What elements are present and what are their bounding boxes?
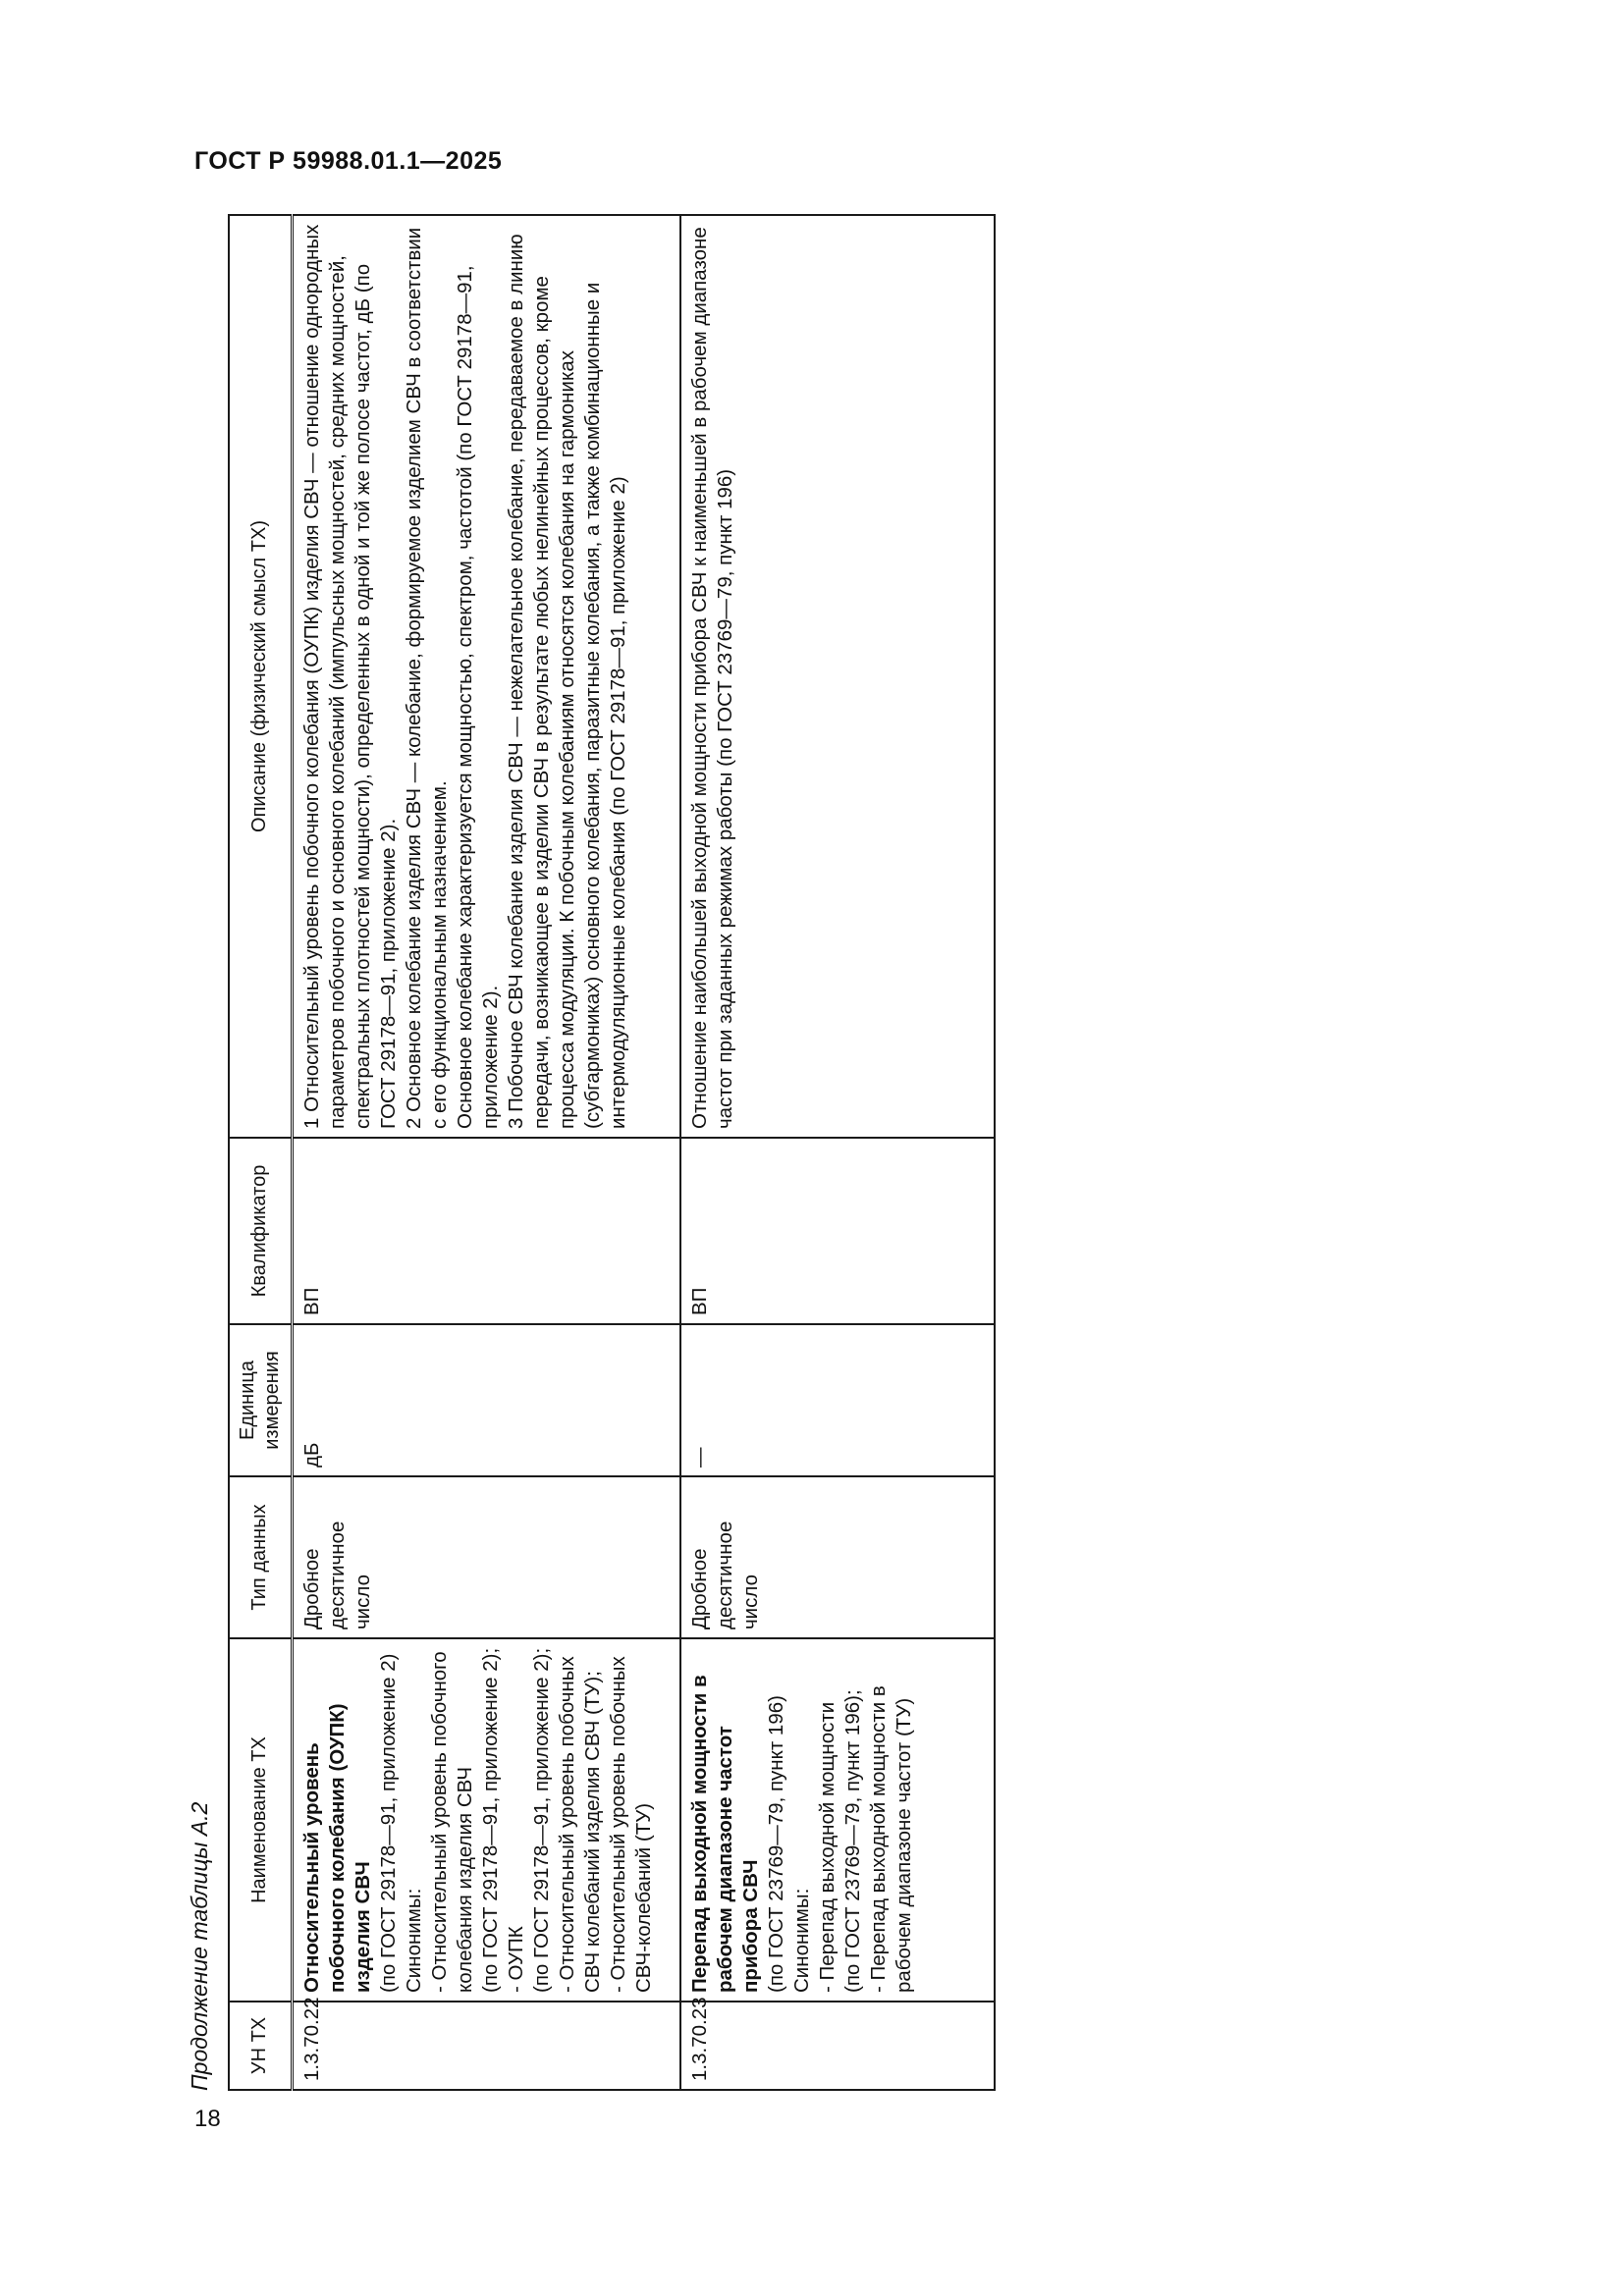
term-line: Синонимы:: [789, 1888, 813, 1993]
cell-type: Дробное десятичное число: [680, 1476, 995, 1638]
term-line: - Перепад выходной мощности в рабочем диапазоне частот (ТУ): [866, 1685, 915, 1993]
cell-name: [680, 1638, 995, 2002]
term-line: (по ГОСТ 29178—91, приложение 2);: [479, 1647, 503, 1993]
term-line: (по ГОСТ 29178—91, приложение 2): [377, 1653, 401, 1993]
description-paragraph: 1 Относительный уровень побочного колебания (ОУПК) изделия СВЧ — отношение однородных параметров побочного и основного колебаний (импульсных мощностей, средних мощностей, спектральных плотностей мощности), определенных в одной и той же полосе частот, дБ (по ГОСТ 29178—91, приложение 2).: [300, 224, 401, 1129]
cell-type: Дробное десятичное число: [293, 1476, 680, 1638]
cell-unit: дБ: [293, 1324, 680, 1476]
term-line: - Относительный уровень побочного колебания изделия СВЧ: [428, 1651, 477, 1993]
description-paragraph: 2 Основное колебание изделия СВЧ — колебание, формируемое изделием СВЧ в соответствии с его функциональным назначением.: [403, 227, 452, 1129]
table-header-row: [229, 215, 293, 2090]
term-name: Перепад выходной мощности в рабочем диапазоне частот прибора СВЧ: [687, 1675, 762, 1993]
cell-name: [293, 1638, 680, 2002]
description-paragraph: Основное колебание характеризуется мощностью, спектром, частотой (по ГОСТ 29178—91, приложение 2).: [454, 265, 503, 1129]
column-header-id: УН ТХ: [229, 2002, 293, 2090]
term-line: (по ГОСТ 23769—79, пункт 196);: [840, 1689, 864, 1993]
cell-id: 1.3.70.22: [293, 2002, 680, 2090]
term-name: Относительный уровень побочного колебания (ОУПК) изделия СВЧ: [300, 1703, 375, 1993]
column-header-description: Описание (физический смысл ТХ): [229, 215, 293, 1138]
term-line: - ОУПК: [505, 1926, 528, 1993]
column-header-qualifier: Квалификатор: [229, 1138, 293, 1324]
column-header-type: Тип данных: [229, 1476, 293, 1638]
term-line: (по ГОСТ 23769—79, пункт 196): [764, 1695, 787, 1993]
table-row: [680, 215, 995, 2090]
term-line: - Относительный уровень побочных СВЧ колебаний изделия СВЧ (ТУ);: [556, 1656, 605, 1993]
cell-qualifier: ВП: [293, 1138, 680, 1324]
table-caption: Продолжение таблицы А.2: [187, 1801, 212, 2091]
description-paragraph: 3 Побочное СВЧ колебание изделия СВЧ — нежелательное колебание, передаваемое в линию передачи, возникающее в изделии СВЧ в результате любых нелинейных процессов, кроме процесса модуляции. К побочным колебаниям относятся колебания на гармониках (субгармониках) основного колебания, паразитные колебания, а также комбинационные и интермодуляционные колебания (по ГОСТ 29178—91, приложение 2): [505, 234, 630, 1129]
characteristics-table: [228, 214, 996, 2091]
term-line: Синонимы:: [403, 1888, 426, 1993]
cell-description: [680, 215, 995, 1138]
rotated-table-page: [187, 206, 1178, 2091]
column-header-unit: Единица измерения: [229, 1324, 293, 1476]
document-header: ГОСТ Р 59988.01.1—2025: [194, 147, 503, 175]
cell-unit: —: [680, 1324, 995, 1476]
page-number: 18: [194, 2106, 221, 2132]
column-header-name: Наименование ТХ: [229, 1638, 293, 2002]
term-line: - Перепад выходной мощности: [815, 1701, 839, 1993]
term-line: (по ГОСТ 29178—91, приложение 2);: [530, 1647, 554, 1993]
cell-description: [293, 215, 680, 1138]
table-row: [293, 215, 680, 2090]
term-line: - Относительный уровень побочных СВЧ-колебаний (ТУ): [607, 1656, 656, 1993]
cell-id: 1.3.70.23: [680, 2002, 995, 2090]
cell-qualifier: ВП: [680, 1138, 995, 1324]
description-paragraph: Отношение наибольшей выходной мощности прибора СВЧ к наименьшей в рабочем диапазоне частот при заданных режимах работы (по ГОСТ 23769—79, пункт 196): [687, 227, 736, 1129]
